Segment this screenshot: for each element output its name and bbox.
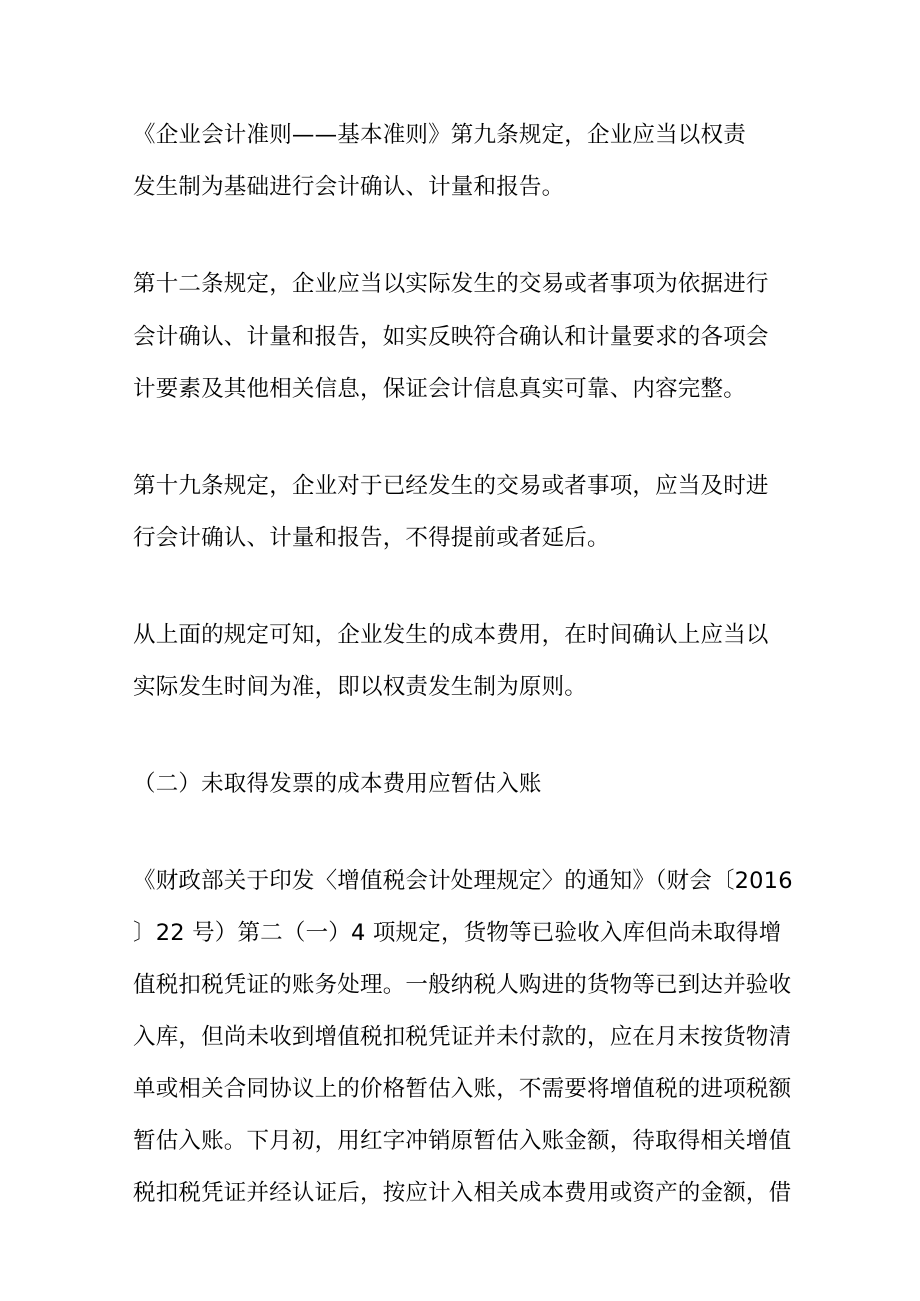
paragraph-line: 第十二条规定，企业应当以实际发生的交易或者事项为依据进行 bbox=[133, 271, 769, 297]
paragraph-line: 单或相关合同协议上的价格暂估入账，不需要将增值税的进项税额 bbox=[133, 1076, 792, 1102]
paragraph-line: 税扣税凭证并经认证后，按应计入相关成本费用或资产的金额，借 bbox=[133, 1180, 792, 1206]
paragraph-line: 入库，但尚未收到增值税扣税凭证并未付款的，应在月末按货物清 bbox=[133, 1024, 792, 1050]
paragraph-line: 第十九条规定，企业对于已经发生的交易或者事项，应当及时进 bbox=[133, 473, 769, 499]
paragraph-line: 〕22 号）第二（一）4 项规定，货物等已验收入库但尚未取得增 bbox=[133, 920, 782, 946]
paragraph-line: 会计确认、计量和报告，如实反映符合确认和计量要求的各项会 bbox=[133, 324, 769, 350]
paragraph-line: 行会计确认、计量和报告，不得提前或者延后。 bbox=[133, 525, 610, 551]
paragraph-line: 《财政部关于印发〈增值税会计处理规定〉的通知》（财会〔2016 bbox=[133, 868, 793, 894]
paragraph-line: 暂估入账。下月初，用红字冲销原暂估入账金额，待取得相关增值 bbox=[133, 1128, 792, 1154]
paragraph-line: 《企业会计准则——基本准则》第九条规定，企业应当以权责 bbox=[133, 122, 746, 148]
section-heading: （二）未取得发票的成本费用应暂估入账 bbox=[133, 771, 542, 797]
paragraph-line: 值税扣税凭证的账务处理。一般纳税人购进的货物等已到达并验收 bbox=[133, 972, 792, 998]
paragraph-line: 从上面的规定可知，企业发生的成本费用，在时间确认上应当以 bbox=[133, 622, 769, 648]
paragraph-line: 计要素及其他相关信息，保证会计信息真实可靠、内容完整。 bbox=[133, 376, 746, 402]
paragraph-line: 实际发生时间为准，即以权责发生制为原则。 bbox=[133, 674, 588, 700]
paragraph-line: 发生制为基础进行会计确认、计量和报告。 bbox=[133, 174, 565, 200]
